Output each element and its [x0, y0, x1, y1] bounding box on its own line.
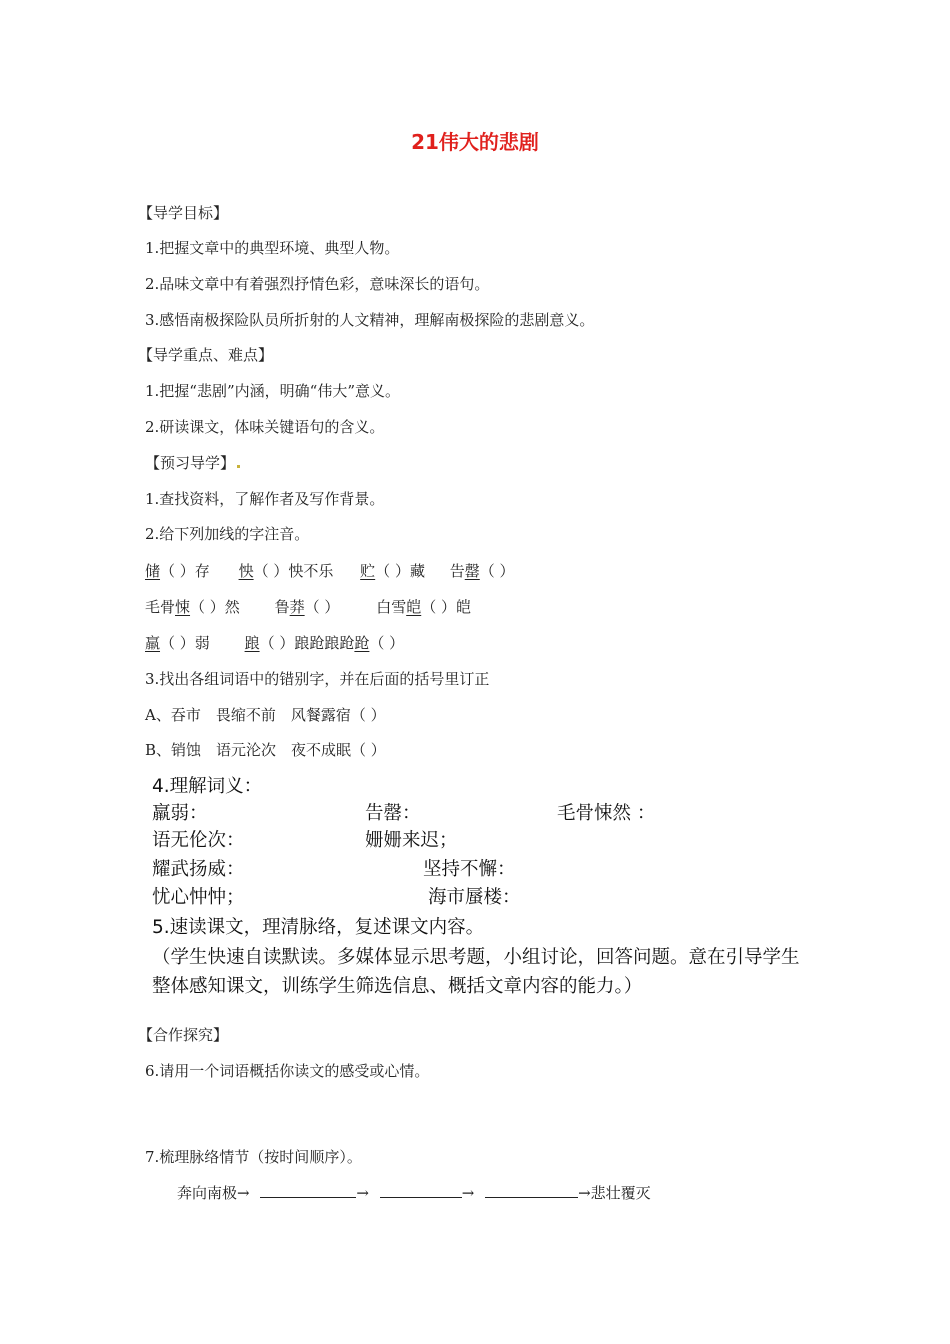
goal-item-2: 2.品味文章中有着强烈抒情色彩，意味深长的语句。 [145, 275, 490, 293]
section-heading-preview [145, 453, 242, 473]
flow-end: →悲壮覆灭 [578, 1184, 651, 1202]
target-char: 储 [145, 562, 161, 580]
prefix-char: 毛骨 [145, 598, 176, 616]
question-4: 4.理解词义： [152, 776, 263, 797]
section-heading-preview-text: 【预习导学】 [145, 454, 236, 472]
answer-blank: （ ）存 [160, 562, 210, 580]
section-heading-key-points: 【导学重点、难点】 [138, 346, 274, 364]
prefix-char: 踉跄 [324, 634, 355, 652]
section-heading-cooperation: 【合作探究】 [138, 1026, 229, 1044]
answer-blank: （ ）踉跄 [259, 634, 325, 652]
prefix-char: 白雪 [376, 598, 407, 616]
question-5-note-line-1: （学生快速自读默读。多媒体显示思考题，小组讨论，回答问题。意在引导学生 [152, 947, 800, 968]
answer-blank: （ ） [479, 562, 515, 580]
question-6: 6.请用一个词语概括你读文的感受或心情。 [145, 1062, 430, 1080]
dot-mark [237, 465, 240, 468]
answer-blank: （ ）皑 [421, 598, 471, 616]
prefix-char: 告 [449, 562, 465, 580]
vocab-term: 海市蜃楼： [428, 887, 521, 908]
preview-item-3: 3.找出各组词语中的错别字，并在后面的括号里订正 [145, 670, 490, 688]
target-char: 罄 [464, 562, 480, 580]
goal-item-3: 3.感悟南极探险队员所折射的人文精神，理解南极探险的悲剧意义。 [145, 311, 595, 329]
target-char: 羸 [145, 634, 161, 652]
vocab-term: 毛骨悚然 ： [557, 803, 656, 824]
vocab-term: 坚持不懈： [423, 859, 516, 880]
target-char: 跄 [354, 634, 370, 652]
flow-blank-1[interactable] [260, 1183, 356, 1198]
answer-blank: （ ） [304, 598, 340, 616]
vocab-term: 语无伦次： [152, 830, 245, 851]
pinyin-row-2 [145, 597, 471, 617]
section-heading-goals: 【导学目标】 [138, 204, 229, 222]
vocab-term: 忧心忡忡； [152, 887, 245, 908]
answer-blank: （ ）然 [190, 598, 240, 616]
goal-item-1: 1.把握文章中的典型环境、典型人物。 [145, 239, 400, 257]
pinyin-row-1 [145, 561, 515, 581]
page-title: 21伟大的悲剧 [411, 130, 539, 154]
question-5-note-line-2: 整体感知课文，训练学生筛选信息、概括文章内容的能力。） [152, 976, 643, 997]
target-char: 皑 [406, 598, 422, 616]
target-char: 怏 [238, 562, 254, 580]
vocab-term: 告罄： [365, 803, 421, 824]
target-char: 莽 [289, 598, 305, 616]
flow-arrow: → [356, 1184, 369, 1202]
flow-blank-2[interactable] [380, 1183, 462, 1198]
target-char: 贮 [360, 562, 376, 580]
key-item-1: 1.把握“悲剧”内涵，明确“伟大”意义。 [145, 382, 400, 400]
wrong-char-group-a: A、吞市 畏缩不前 风餐露宿（ ） [145, 706, 386, 724]
vocab-term: 耀武扬威： [152, 859, 245, 880]
key-item-2: 2.研读课文，体味关键语句的含义。 [145, 418, 385, 436]
prefix-char: 鲁 [274, 598, 290, 616]
wrong-char-group-b: B、销蚀 语元沦次 夜不成眠（ ） [145, 741, 386, 759]
answer-blank: （ ）怏不乐 [253, 562, 334, 580]
target-char: 踉 [244, 634, 260, 652]
plot-flow [177, 1183, 651, 1203]
answer-blank: （ ）藏 [375, 562, 425, 580]
vocab-term: 羸弱： [152, 803, 208, 824]
question-5: 5.速读课文，理清脉络，复述课文内容。 [152, 917, 485, 938]
answer-blank: （ ）弱 [160, 634, 210, 652]
vocab-term: 姗姗来迟； [365, 830, 458, 851]
target-char: 悚 [175, 598, 191, 616]
preview-item-2: 2.给下列加线的字注音。 [145, 525, 310, 543]
flow-blank-3[interactable] [485, 1183, 578, 1198]
flow-arrow: → [461, 1184, 475, 1202]
answer-blank: （ ） [369, 634, 405, 652]
preview-item-1: 1.查找资料，了解作者及写作背景。 [145, 490, 385, 508]
flow-start: 奔向南极→ [177, 1184, 250, 1202]
question-7: 7.梳理脉络情节（按时间顺序）。 [145, 1148, 362, 1166]
pinyin-row-3 [145, 633, 404, 653]
